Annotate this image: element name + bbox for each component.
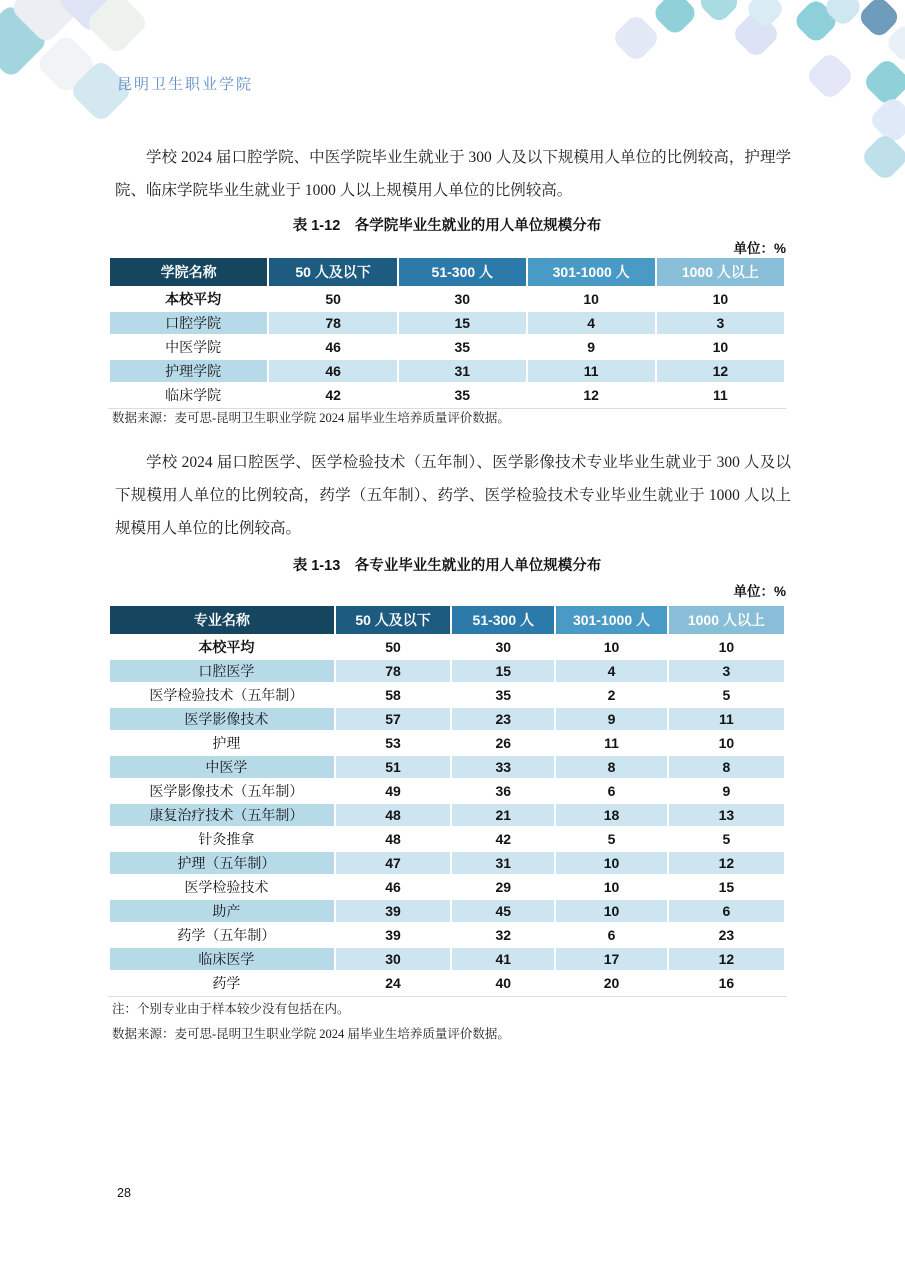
table-row <box>110 900 784 922</box>
column-header: 301-1000 人 <box>528 258 655 286</box>
table2-unit-label: 单位：% <box>733 584 786 599</box>
table1 <box>108 256 786 408</box>
value-cell: 6 <box>669 900 784 922</box>
table-row <box>110 756 784 778</box>
value-cell: 5 <box>669 684 784 706</box>
paragraph-colleges: 学校 2024 届口腔学院、中医学院毕业生就业于 300 人及以下规模用人单位的比例较高，护理学院、临床学院毕业生就业于 1000 人以上规模用人单位的比例较高。 <box>115 149 791 199</box>
table2-header-row <box>110 606 784 634</box>
table-row <box>110 684 784 706</box>
value-cell: 45 <box>452 900 554 922</box>
value-cell: 39 <box>336 900 451 922</box>
row-label-cell: 口腔医学 <box>110 660 334 682</box>
value-cell: 5 <box>556 828 667 850</box>
value-cell: 12 <box>669 948 784 970</box>
value-cell: 4 <box>556 660 667 682</box>
table-row <box>110 780 784 802</box>
table2-source: 数据来源：麦可思-昆明卫生职业学院 2024 届毕业生培养质量评价数据。 <box>112 1027 510 1041</box>
value-cell: 30 <box>452 636 554 658</box>
value-cell: 3 <box>669 660 784 682</box>
deco-diamond <box>651 0 699 37</box>
value-cell: 17 <box>556 948 667 970</box>
value-cell: 11 <box>528 360 655 382</box>
table-colleges-employer-size <box>108 256 786 409</box>
value-cell: 31 <box>399 360 526 382</box>
value-cell: 20 <box>556 972 667 994</box>
value-cell: 3 <box>657 312 784 334</box>
value-cell: 10 <box>669 636 784 658</box>
table2-caption: 表 1-13 各专业毕业生就业的用人单位规模分布 <box>292 558 602 574</box>
value-cell: 8 <box>669 756 784 778</box>
column-header: 51-300 人 <box>399 258 526 286</box>
table-row <box>110 948 784 970</box>
table-row <box>110 924 784 946</box>
table-row <box>110 708 784 730</box>
row-label-cell: 护理学院 <box>110 360 267 382</box>
value-cell: 78 <box>269 312 397 334</box>
table2 <box>108 604 786 996</box>
value-cell: 11 <box>669 708 784 730</box>
value-cell: 10 <box>556 900 667 922</box>
header-row <box>110 258 784 286</box>
value-cell: 49 <box>336 780 451 802</box>
deco-diamond <box>805 51 856 102</box>
value-cell: 6 <box>556 780 667 802</box>
value-cell: 46 <box>269 360 397 382</box>
column-header: 51-300 人 <box>452 606 554 634</box>
value-cell: 53 <box>336 732 451 754</box>
table-row <box>110 312 784 334</box>
table-row <box>110 828 784 850</box>
table-row <box>110 636 784 658</box>
column-header: 50 人及以下 <box>269 258 397 286</box>
row-label-cell: 本校平均 <box>110 288 267 310</box>
page-number: 28 <box>117 1186 131 1200</box>
row-label-cell: 医学检验技术 <box>110 876 334 898</box>
value-cell: 36 <box>452 780 554 802</box>
value-cell: 23 <box>452 708 554 730</box>
value-cell: 10 <box>556 876 667 898</box>
column-header: 学院名称 <box>110 258 267 286</box>
column-header: 专业名称 <box>110 606 334 634</box>
value-cell: 10 <box>528 288 655 310</box>
value-cell: 9 <box>528 336 655 358</box>
row-label-cell: 口腔学院 <box>110 312 267 334</box>
table-row <box>110 288 784 310</box>
table-row <box>110 660 784 682</box>
value-cell: 42 <box>269 384 397 406</box>
value-cell: 26 <box>452 732 554 754</box>
table-row <box>110 972 784 994</box>
value-cell: 15 <box>452 660 554 682</box>
value-cell: 10 <box>556 852 667 874</box>
value-cell: 46 <box>269 336 397 358</box>
row-label-cell: 药学 <box>110 972 334 994</box>
row-label-cell: 中医学院 <box>110 336 267 358</box>
table1-caption: 表 1-12 各学院毕业生就业的用人单位规模分布 <box>292 218 602 234</box>
row-label-cell: 护理 <box>110 732 334 754</box>
value-cell: 41 <box>452 948 554 970</box>
value-cell: 42 <box>452 828 554 850</box>
value-cell: 9 <box>556 708 667 730</box>
column-header: 301-1000 人 <box>556 606 667 634</box>
table-row <box>110 336 784 358</box>
column-header: 1000 人以上 <box>669 606 784 634</box>
value-cell: 4 <box>528 312 655 334</box>
value-cell: 24 <box>336 972 451 994</box>
row-label-cell: 针灸推拿 <box>110 828 334 850</box>
value-cell: 50 <box>336 636 451 658</box>
value-cell: 18 <box>556 804 667 826</box>
school-name: 昆明卫生职业学院 <box>117 77 254 93</box>
value-cell: 33 <box>452 756 554 778</box>
row-label-cell: 临床学院 <box>110 384 267 406</box>
row-label-cell: 医学检验技术（五年制） <box>110 684 334 706</box>
value-cell: 12 <box>669 852 784 874</box>
row-label-cell: 本校平均 <box>110 636 334 658</box>
value-cell: 15 <box>669 876 784 898</box>
column-header: 50 人及以下 <box>336 606 451 634</box>
value-cell: 47 <box>336 852 451 874</box>
row-label-cell: 助产 <box>110 900 334 922</box>
value-cell: 30 <box>399 288 526 310</box>
value-cell: 57 <box>336 708 451 730</box>
table2-note: 注：个别专业由于样本较少没有包括在内。 <box>112 1002 350 1016</box>
header-row <box>110 606 784 634</box>
value-cell: 35 <box>399 336 526 358</box>
value-cell: 48 <box>336 804 451 826</box>
value-cell: 30 <box>336 948 451 970</box>
value-cell: 40 <box>452 972 554 994</box>
table-row <box>110 360 784 382</box>
value-cell: 31 <box>452 852 554 874</box>
value-cell: 13 <box>669 804 784 826</box>
value-cell: 10 <box>556 636 667 658</box>
value-cell: 2 <box>556 684 667 706</box>
value-cell: 12 <box>528 384 655 406</box>
value-cell: 9 <box>669 780 784 802</box>
table-majors-employer-size <box>108 604 786 997</box>
value-cell: 58 <box>336 684 451 706</box>
table1-body <box>110 288 784 406</box>
row-label-cell: 护理（五年制） <box>110 852 334 874</box>
deco-diamond <box>696 0 741 25</box>
value-cell: 29 <box>452 876 554 898</box>
row-label-cell: 医学影像技术（五年制） <box>110 780 334 802</box>
deco-diamond <box>611 13 662 64</box>
value-cell: 50 <box>269 288 397 310</box>
value-cell: 35 <box>399 384 526 406</box>
table-row <box>110 384 784 406</box>
row-label-cell: 康复治疗技术（五年制） <box>110 804 334 826</box>
value-cell: 10 <box>657 288 784 310</box>
value-cell: 11 <box>657 384 784 406</box>
value-cell: 10 <box>669 732 784 754</box>
value-cell: 23 <box>669 924 784 946</box>
value-cell: 6 <box>556 924 667 946</box>
table-row <box>110 804 784 826</box>
value-cell: 5 <box>669 828 784 850</box>
value-cell: 11 <box>556 732 667 754</box>
row-label-cell: 药学（五年制） <box>110 924 334 946</box>
value-cell: 12 <box>657 360 784 382</box>
column-header: 1000 人以上 <box>657 258 784 286</box>
paragraph-majors: 学校 2024 届口腔医学、医学检验技术（五年制）、医学影像技术专业毕业生就业于 300 人及以下规模用人单位的比例较高，药学（五年制）、药学、医学检验技术专业毕业生就业于 1000 人以上规模用人单位的比例较高。 <box>115 454 791 537</box>
value-cell: 39 <box>336 924 451 946</box>
row-label-cell: 临床医学 <box>110 948 334 970</box>
table1-source: 数据来源：麦可思-昆明卫生职业学院 2024 届毕业生培养质量评价数据。 <box>112 411 510 425</box>
table-row <box>110 732 784 754</box>
row-label-cell: 中医学 <box>110 756 334 778</box>
table-row <box>110 852 784 874</box>
table2-body <box>110 636 784 994</box>
table-row <box>110 876 784 898</box>
value-cell: 15 <box>399 312 526 334</box>
value-cell: 10 <box>657 336 784 358</box>
value-cell: 21 <box>452 804 554 826</box>
value-cell: 78 <box>336 660 451 682</box>
value-cell: 32 <box>452 924 554 946</box>
value-cell: 16 <box>669 972 784 994</box>
table1-header-row <box>110 258 784 286</box>
row-label-cell: 医学影像技术 <box>110 708 334 730</box>
value-cell: 51 <box>336 756 451 778</box>
value-cell: 8 <box>556 756 667 778</box>
value-cell: 35 <box>452 684 554 706</box>
value-cell: 48 <box>336 828 451 850</box>
table1-unit-label: 单位：% <box>733 241 786 256</box>
value-cell: 46 <box>336 876 451 898</box>
